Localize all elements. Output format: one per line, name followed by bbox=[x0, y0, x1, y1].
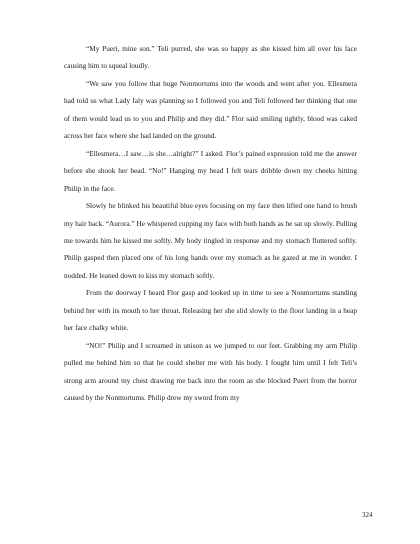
paragraph-3: “Ellesmera…I saw…is she…alright?” I asked. Flor’s pained expression told me the answer before she shook her head. “No!” Hanging my head I felt tears dribble down my cheeks hitting Philip in the face. bbox=[64, 148, 357, 193]
paragraph-6: “NO!” Philip and I screamed in unison as we jumped to our feet. Grabbing my arm Philip pulled me behind him so that he could shelter me with his body. I fought him until I felt Teli’s strong arm around my chest drawing me back into the room as she blocked Pueri from the horror caused by the Nonmortums. Philip drew my sword from my bbox=[64, 340, 357, 403]
body-text bbox=[64, 40, 357, 407]
paragraph-1: “My Pueri, mine son.” Teli purred, she was so happy as she kissed him all over his face causing him to squeal loudly. bbox=[64, 44, 357, 71]
paragraph-4: Slowly he blinked his beautiful blue eyes focusing on my face then lifted one hand to brush my hair back. “Aurora.” He whispered cupping my face with both hands as he sat up slowly. Pulling me towards him he kissed me softly. My body tingled in response and my stomach fluttered softly. Philip gasped then placed one of his long hands over my stomach as he gazed at me in wonder. I nodded. He leaned down to kiss my stomach softly. bbox=[64, 201, 357, 280]
paragraph-2: “We saw you follow that huge Nonmortums into the woods and went after you. Ellesmera had told us what Lady Ialy was planning so I followed you and Teli followed her thinking that one of them would lead us to you and Philip and they did.” Flor said smiling tightly, blood was caked across her face where she had landed on the ground. bbox=[64, 78, 357, 141]
page-number: 324 bbox=[362, 511, 373, 519]
paragraph-5: From the doorway I heard Flor gasp and looked up in time to see a Nonmortums standing behind her with its mouth to her throat. Releasing her she slid slowly to the floor landing in a heap her face chalky white. bbox=[64, 288, 357, 333]
